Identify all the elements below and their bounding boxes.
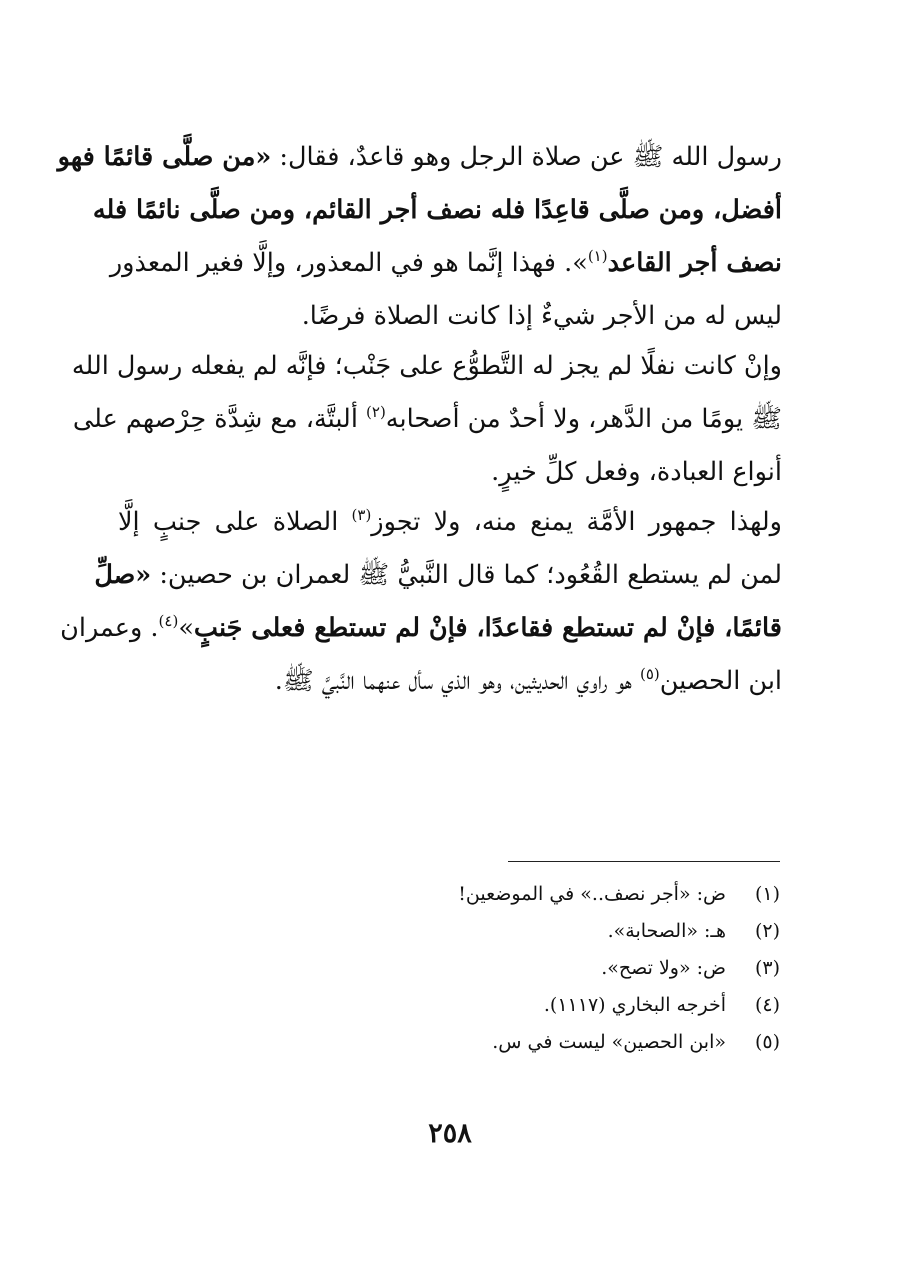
footnote-text: هـ: «الصحابة». [607, 920, 726, 942]
text-line [118, 655, 782, 708]
footnote-ref[interactable]: (٥) [639, 665, 660, 683]
text-run: هو راوي الحديثين، وهو الذي سأل عنهما النَّبيَّ ﷺ. [274, 666, 640, 696]
footnote-item [420, 876, 780, 913]
hadith-text: أفضل، ومن صلَّى قاعِدًا فله نصف أجر القائم، ومن صلَّى نائمًا فله [92, 195, 782, 225]
footnote-item [420, 950, 780, 987]
footnote-separator [508, 861, 780, 862]
text-run: رسول الله ﷺ عن صلاة الرجل وهو قاعدٌ، فقال: [271, 142, 782, 172]
hadith-text: «من صلَّى قائمًا فهو [57, 142, 272, 172]
footnote-ref[interactable]: (١) [587, 247, 608, 265]
hadith-text: قائمًا، فإنْ لم تستطع فقاعدًا، فإنْ لم تستطع فعلى جَنبٍ [193, 613, 782, 643]
text-run: الصلاة على جنبٍ إلَّا [118, 507, 352, 537]
footnote-number: (٢) [754, 920, 780, 942]
text-line [118, 290, 782, 343]
footnote-text: «ابن الحصين» ليست في س. [492, 1031, 726, 1053]
text-run: وإنْ كانت نفلًا لم يجز له التَّطوُّع على جَنْب؛ فإنَّه لم يفعله رسول الله [71, 351, 782, 381]
text-run: لمن لم يستطع القُعُود؛ كما قال النَّبيُّ ﷺ لعمران بن حصين: [151, 560, 782, 590]
footnote-number: (٥) [754, 1031, 780, 1053]
text-line [118, 496, 782, 549]
footnote-ref[interactable]: (٤) [158, 612, 179, 630]
hadith-text: نصف أجر القاعد [607, 248, 782, 278]
paragraph-3 [60, 496, 782, 708]
text-line [57, 131, 782, 184]
text-line [118, 446, 782, 499]
hadith-text: «صلِّ [94, 560, 152, 590]
text-run: ولهذا جمهور الأمَّة يمنع منه، ولا تجوز [371, 507, 782, 537]
footnote-text: أخرجه البخاري (١١١٧). [543, 994, 726, 1016]
text-run: ». فهذا إنَّما هو في المعذور، وإلَّا فغير المعذور [109, 248, 588, 278]
footnote-item [420, 987, 780, 1024]
text-run: ألبتَّة، مع شِدَّة حِرْصهم على [72, 404, 367, 434]
footnote-item [420, 913, 780, 950]
footnote-number: (٤) [754, 994, 780, 1016]
footnote-number: (١) [754, 883, 780, 905]
paragraph-1 [57, 131, 782, 343]
paragraph-2 [71, 340, 782, 499]
page-number: ٢٥٨ [428, 1118, 472, 1149]
text-run: » [178, 613, 194, 643]
text-run: ليس له من الأجر شيءٌ إذا كانت الصلاة فرضًا. [301, 301, 782, 331]
text-line [94, 549, 782, 602]
text-run: ابن الحصين [659, 666, 782, 696]
text-line [72, 393, 782, 446]
footnote-text: ض: «أجر نصف..» في الموضعين! [458, 883, 726, 905]
text-line [92, 184, 782, 237]
footnote-ref[interactable]: (٢) [366, 403, 386, 421]
text-line [71, 340, 782, 393]
text-run: ﷺ يومًا من الدَّهر، ولا أحدٌ من أصحابه [385, 404, 782, 434]
text-run: أنواع العبادة، وفعل كلِّ خيرٍ. [491, 457, 782, 487]
footnote-item [420, 1024, 780, 1061]
footnotes-list [420, 876, 780, 1061]
footnote-text: ض: «ولا تصح». [601, 957, 726, 979]
text-line [109, 237, 782, 290]
footnote-number: (٣) [754, 957, 780, 979]
text-line [60, 602, 782, 655]
text-run: . وعمران [60, 613, 159, 643]
footnote-ref[interactable]: (٣) [351, 506, 372, 524]
